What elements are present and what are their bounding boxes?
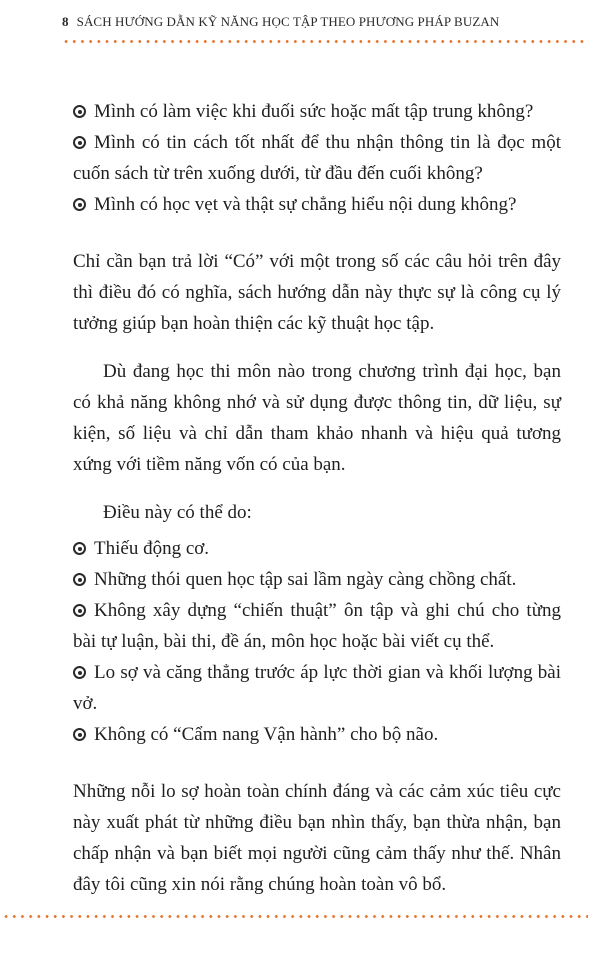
cause-item: Những thói quen học tập sai lầm ngày càng chồng chất. bbox=[73, 564, 561, 595]
cause-item: Không có “Cẩm nang Vận hành” cho bộ não. bbox=[73, 719, 561, 750]
page-body bbox=[73, 96, 561, 900]
circle-bullet-icon bbox=[73, 666, 86, 679]
question-item: Mình có làm việc khi đuối sức hoặc mất tập trung không? bbox=[73, 96, 561, 127]
cause-item: Không xây dựng “chiến thuật” ôn tập và ghi chú cho từng bài tự luận, bài thi, đề án, môn học hoặc bài viết cụ thể. bbox=[73, 600, 561, 652]
header-dotted-rule bbox=[62, 40, 588, 43]
cause-item: Thiếu động cơ. bbox=[73, 533, 561, 564]
paragraph-intro: Chỉ cần bạn trả lời “Có” với một trong số các câu hỏi trên đây thì điều đó có nghĩa, sách hướng dẫn này thực sự là công cụ lý tưởng giúp bạn hoàn thiện các kỹ thuật học tập. bbox=[73, 251, 561, 334]
question-item: Mình có học vẹt và thật sự chẳng hiểu nội dung không? bbox=[73, 189, 561, 220]
page-number: 8 bbox=[62, 14, 69, 29]
causes-intro: Điều này có thể do: bbox=[103, 502, 252, 523]
circle-bullet-icon bbox=[73, 573, 86, 586]
paragraph-conclusion: Những nỗi lo sợ hoàn toàn chính đáng và các cảm xúc tiêu cực này xuất phát từ những điều bạn nhìn thấy, bạn thừa nhận, bạn chấp nhận và bạn biết mọi người cũng cảm thấy như thế. Nhân đây tôi cũng xin nói rằng chúng hoàn toàn vô bổ. bbox=[73, 781, 561, 895]
circle-bullet-icon bbox=[73, 604, 86, 617]
circle-bullet-icon bbox=[73, 136, 86, 149]
circle-bullet-icon bbox=[73, 105, 86, 118]
running-header bbox=[62, 14, 590, 30]
running-title: SÁCH HƯỚNG DẪN KỸ NĂNG HỌC TẬP THEO PHƯƠNG PHÁP BUZAN bbox=[76, 14, 500, 29]
circle-bullet-icon bbox=[73, 542, 86, 555]
circle-bullet-icon bbox=[73, 728, 86, 741]
cause-item: Lo sợ và căng thẳng trước áp lực thời gian và khối lượng bài vở. bbox=[73, 662, 561, 714]
paragraph-potential: Dù đang học thi môn nào trong chương trình đại học, bạn có khả năng không nhớ và sử dụng được thông tin, dữ liệu, sự kiện, số liệu và chỉ dẫn tham khảo nhanh và hiệu quả tương xứng với tiềm năng vốn có của bạn. bbox=[73, 361, 561, 475]
question-item: Mình có tin cách tốt nhất để thu nhận thông tin là đọc một cuốn sách từ trên xuống dưới, từ đầu đến cuối không? bbox=[73, 132, 561, 184]
footer-dotted-rule bbox=[2, 915, 588, 918]
circle-bullet-icon bbox=[73, 198, 86, 211]
